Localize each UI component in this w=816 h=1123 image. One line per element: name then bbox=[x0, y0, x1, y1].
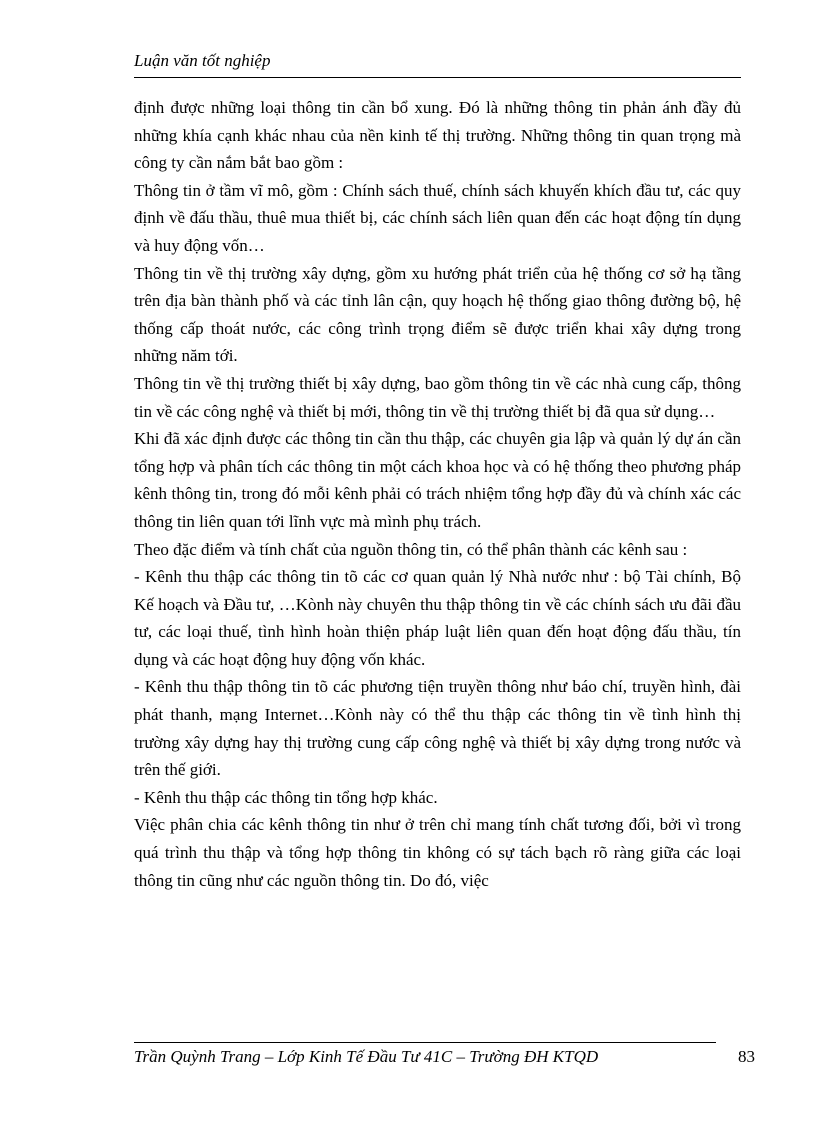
paragraph: định được những loại thông tin cần bổ xung. Đó là những thông tin phản ánh đầy đủ những khía cạnh khác nhau của nền kinh tế thị trường. Những thông tin quan trọng mà công ty cần nắm bắt bao gồm : bbox=[134, 98, 741, 173]
paragraph: - Kênh thu thập các thông tin tổng hợp khác. bbox=[134, 787, 438, 807]
paragraph: Thông tin ở tầm vĩ mô, gồm : Chính sách thuế, chính sách khuyến khích đầu tư, các quy định về đấu thầu, thuê mua thiết bị, các chính sách liên quan đến các hoạt động tín dụng và huy động vốn… bbox=[134, 180, 741, 255]
paragraph: Thông tin về thị trường thiết bị xây dựng, bao gồm thông tin về các nhà cung cấp, thông tin về các công nghệ và thiết bị mới, thông tin về thị trường thiết bị đã qua sử dụng… bbox=[134, 373, 741, 421]
page-header-title: Luận văn tốt nghiệp bbox=[134, 51, 271, 70]
header-divider bbox=[134, 77, 741, 78]
paragraph: Việc phân chia các kênh thông tin như ở trên chỉ mang tính chất tương đối, bởi vì trong quá trình thu thập và tổng hợp thông tin không có sự tách bạch rõ ràng giữa các loại thông tin cũng như các nguồn thông tin. Do đó, việc bbox=[134, 815, 741, 890]
paragraph: - Kênh thu thập thông tin tõ các phương tiện truyền thông như báo chí, truyền hình, đài phát thanh, mạng Internet…Kònh này có thể thu thập các thông tin về tình hình thị trường xây dựng hay thị trường cung cấp công nghệ và thiết bị xây dựng trong nước và trên thế giới. bbox=[134, 677, 741, 780]
paragraph: Theo đặc điểm và tính chất của nguồn thông tin, có thể phân thành các kênh sau : bbox=[134, 539, 688, 559]
paragraph: - Kênh thu thập các thông tin tõ các cơ quan quản lý Nhà nước như : bộ Tài chính, Bộ Kế hoạch và Đầu tư, …Kònh này chuyên thu thập thông tin về các chính sách ưu đãi đầu tư, các loại thuế, tình hình hoàn thiện pháp luật liên quan đến hoạt động đấu thầu, tín dụng và các hoạt động huy động vốn khác. bbox=[134, 567, 741, 669]
page-number: 83 bbox=[738, 1047, 755, 1066]
footer-author-line: Trần Quỳnh Trang – Lớp Kinh Tế Đầu Tư 41C – Trường ĐH KTQD bbox=[134, 1047, 599, 1066]
paragraph: Thông tin về thị trường xây dựng, gồm xu hướng phát triển của hệ thống cơ sở hạ tầng trên địa bàn thành phố và các tỉnh lân cận, quy hoạch hệ thống giao thông đường bộ, hệ thống cấp thoát nước, các công trình trọng điểm sẽ được triển khai xây dựng trong những năm tới. bbox=[134, 263, 741, 366]
document-body bbox=[134, 94, 741, 894]
paragraph: Khi đã xác định được các thông tin cần thu thập, các chuyên gia lập và quản lý dự án cần tổng hợp và phân tích các thông tin một cách khoa học và có hệ thống theo phương pháp kênh thông tin, trong đó mỗi kênh phải có trách nhiệm tổng hợp đầy đủ và chính xác các thông tin liên quan tới lĩnh vực mà mình phụ trách. bbox=[134, 429, 741, 531]
footer-divider bbox=[134, 1042, 716, 1043]
